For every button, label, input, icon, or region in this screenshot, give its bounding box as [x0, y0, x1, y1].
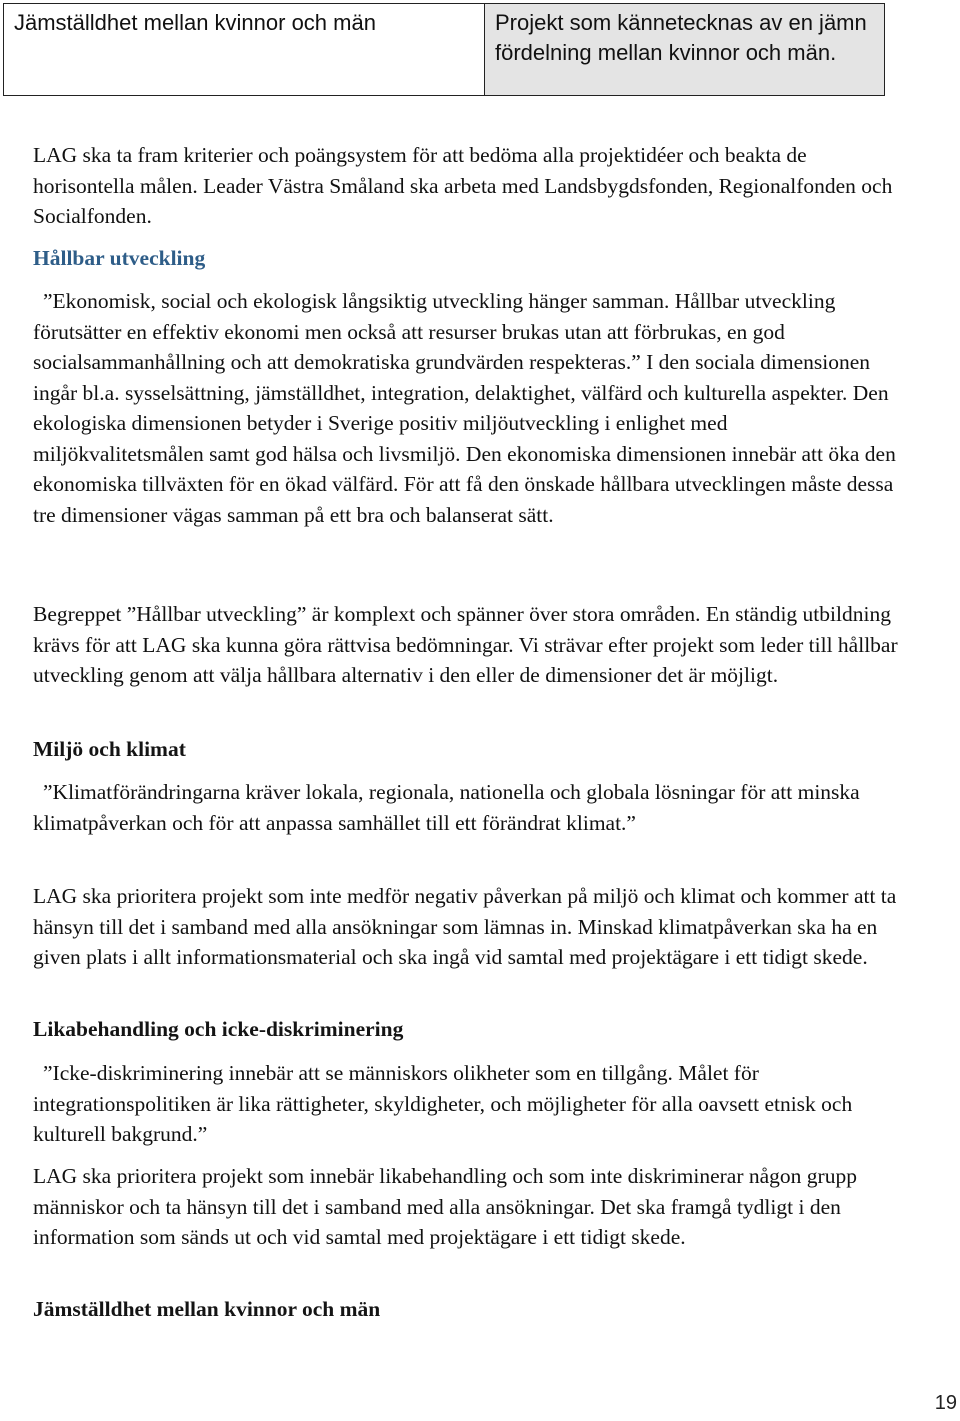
equal-treatment-paragraph-2-text: LAG ska prioritera projekt som innebär likabehandling och som inte diskriminerar någon grupp människor och ta hänsyn till det i samband med alla ansökningar. Det ska framgå tydligt i den information som sänds ut och vid samtal med projektägare i ett tidigt skede.: [33, 1164, 857, 1249]
heading-miljo-och-klimat: Miljö och klimat: [33, 737, 186, 761]
climate-paragraph-2: [33, 881, 903, 973]
climate-paragraph-2-text: LAG ska prioritera projekt som inte medför negativ påverkan på miljö och klimat och kommer att ta hänsyn till det i samband med alla ansökningar som lämnas in. Minskad klimatpåverkan ska ha en given plats i allt informationsmaterial och ska ingå vid samtal med projektägare i ett tidigt skede.: [33, 884, 897, 969]
table-cell-topic: Jämställdhet mellan kvinnor och män: [4, 4, 485, 96]
equal-treatment-paragraph-1-text: ”Icke-diskriminering innebär att se människors olikheter som en tillgång. Målet för integrationspolitiken är lika rättigheter, skyldigheter, och möjligheter för alla oavsett etnisk och kulturell bakgrund.”: [33, 1061, 853, 1146]
page-number: 19: [934, 1392, 957, 1414]
climate-paragraph-1: [33, 777, 903, 838]
intro-paragraph: [33, 140, 903, 232]
sustainable-paragraph-1: [33, 286, 903, 530]
equal-treatment-paragraph-1: [33, 1058, 903, 1150]
table-cell-description: Projekt som kännetecknas av en jämn fördelning mellan kvinnor och män.: [485, 4, 885, 96]
sustainable-paragraph-1-text: ”Ekonomisk, social och ekologisk långsiktig utveckling hänger samman. Hållbar utveckling förutsätter en effektiv ekonomi men också att resurser brukas utan att förbrukas, en god socialsammanhållning och att demokratiska grundvärden respekteras.” I den sociala dimensionen ingår bl.a. sysselsättning, jämställdhet, integration, delaktighet, välfärd och kulturella aspekter. Den ekologiska dimensionen betyder i Sverige positiv miljöutveckling i enlighet med miljökvalitetsmålen samt god hälsa och livsmiljö. Den ekonomiska dimensionen innebär att öka den ekonomiska tillväxten för en ökad välfärd. För att få den önskade hållbara utvecklingen måste dessa tre dimensioner vägas samman på ett bra och balanserat sätt.: [33, 289, 896, 527]
intro-paragraph-text: LAG ska ta fram kriterier och poängsystem för att bedöma alla projektidéer och beakta de horisontella målen. Leader Västra Småland ska arbeta med Landsbygdsfonden, Regionalfonden och Socialfonden.: [33, 143, 893, 228]
sustainable-paragraph-2-text: Begreppet ”Hållbar utveckling” är komplext och spänner över stora områden. En ständig utbildning krävs för att LAG ska kunna göra rättvisa bedömningar. Vi strävar efter projekt som leder till hållbar utveckling genom att välja hållbara alternativ i den eller de dimensioner det är möjligt.: [33, 602, 898, 687]
sustainable-paragraph-2: [33, 599, 903, 691]
equal-treatment-paragraph-2: [33, 1161, 903, 1253]
table-row: [4, 4, 885, 96]
heading-jamstalldhet: Jämställdhet mellan kvinnor och män: [33, 1297, 381, 1321]
climate-paragraph-1-text: ”Klimatförändringarna kräver lokala, regionala, nationella och globala lösningar för att minska klimatpåverkan och för att anpassa samhället till ett förändrat klimat.”: [33, 780, 860, 835]
heading-likabehandling: Likabehandling och icke-diskriminering: [33, 1017, 404, 1041]
heading-hallbar-utveckling: Hållbar utveckling: [33, 246, 206, 270]
criteria-table: [3, 3, 885, 96]
